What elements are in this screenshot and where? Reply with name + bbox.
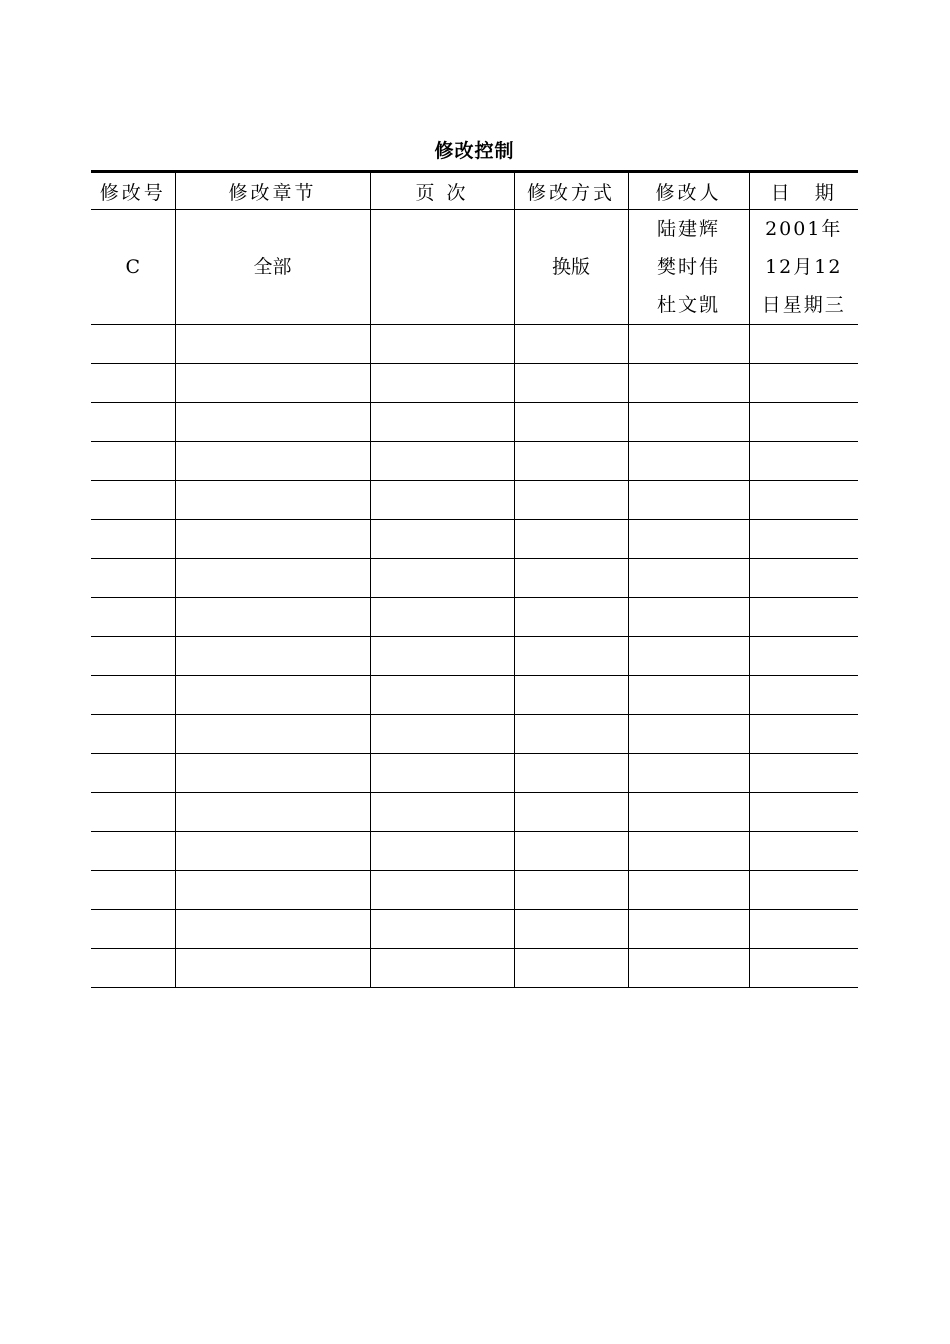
cell-pages — [370, 676, 514, 715]
cell-date — [749, 832, 858, 871]
cell-reviser — [628, 715, 749, 754]
table-row — [91, 754, 858, 793]
revision-control-table — [91, 170, 858, 988]
cell-method — [514, 481, 628, 520]
table-row — [91, 832, 858, 871]
cell-date — [749, 754, 858, 793]
cell-pages — [370, 832, 514, 871]
cell-reviser — [628, 598, 749, 637]
header-reviser: 修改人 — [628, 172, 749, 210]
cell-revision-no — [91, 910, 175, 949]
table-header-row — [91, 172, 858, 210]
header-date: 日 期 — [749, 172, 858, 210]
cell-pages — [370, 559, 514, 598]
cell-date — [749, 715, 858, 754]
cell-date — [749, 520, 858, 559]
cell-section — [175, 559, 370, 598]
cell-pages — [370, 754, 514, 793]
cell-section — [175, 793, 370, 832]
cell-pages — [370, 637, 514, 676]
cell-pages — [370, 364, 514, 403]
cell-date — [749, 676, 858, 715]
page-title: 修改控制 — [434, 140, 515, 162]
cell-reviser — [628, 832, 749, 871]
header-pages: 页 次 — [370, 172, 514, 210]
cell-pages — [370, 210, 514, 325]
cell-pages — [370, 871, 514, 910]
cell-section — [175, 910, 370, 949]
cell-section — [175, 715, 370, 754]
cell-section — [175, 871, 370, 910]
cell-reviser — [628, 210, 749, 325]
cell-section — [175, 949, 370, 988]
cell-reviser — [628, 403, 749, 442]
cell-date — [749, 559, 858, 598]
cell-revision-no — [91, 481, 175, 520]
cell-date — [749, 910, 858, 949]
cell-method — [514, 871, 628, 910]
cell-date — [749, 793, 858, 832]
cell-revision-no — [91, 325, 175, 364]
cell-method — [514, 325, 628, 364]
cell-method — [514, 520, 628, 559]
cell-section — [175, 481, 370, 520]
cell-revision-no: C — [91, 210, 175, 325]
table-row — [91, 559, 858, 598]
table-row — [91, 598, 858, 637]
cell-reviser — [628, 793, 749, 832]
cell-revision-no — [91, 754, 175, 793]
cell-method — [514, 676, 628, 715]
cell-pages — [370, 910, 514, 949]
cell-reviser — [628, 676, 749, 715]
cell-reviser — [628, 442, 749, 481]
table-row — [91, 871, 858, 910]
cell-method — [514, 715, 628, 754]
cell-section — [175, 676, 370, 715]
table-row — [91, 637, 858, 676]
cell-pages — [370, 481, 514, 520]
cell-method — [514, 754, 628, 793]
cell-date — [749, 598, 858, 637]
cell-reviser — [628, 364, 749, 403]
cell-reviser — [628, 481, 749, 520]
cell-revision-no — [91, 871, 175, 910]
cell-method — [514, 910, 628, 949]
header-revision-no: 修改号 — [91, 172, 175, 210]
cell-section: 全部 — [175, 210, 370, 325]
cell-date — [749, 481, 858, 520]
cell-reviser — [628, 949, 749, 988]
cell-section — [175, 598, 370, 637]
cell-revision-no — [91, 793, 175, 832]
cell-date — [749, 210, 858, 325]
table-row — [91, 949, 858, 988]
cell-date — [749, 871, 858, 910]
cell-section — [175, 832, 370, 871]
cell-method — [514, 793, 628, 832]
cell-pages — [370, 325, 514, 364]
cell-revision-no — [91, 832, 175, 871]
cell-method — [514, 598, 628, 637]
cell-pages — [370, 403, 514, 442]
cell-revision-no — [91, 715, 175, 754]
cell-section — [175, 364, 370, 403]
cell-method — [514, 559, 628, 598]
cell-date — [749, 364, 858, 403]
cell-revision-no — [91, 598, 175, 637]
cell-method — [514, 832, 628, 871]
cell-pages — [370, 949, 514, 988]
cell-pages — [370, 442, 514, 481]
cell-date — [749, 637, 858, 676]
cell-method: 换版 — [514, 210, 628, 325]
cell-method — [514, 949, 628, 988]
table-row — [91, 481, 858, 520]
cell-section — [175, 754, 370, 793]
table-row — [91, 364, 858, 403]
cell-reviser — [628, 325, 749, 364]
cell-reviser — [628, 910, 749, 949]
cell-revision-no — [91, 364, 175, 403]
date-line: 12月12 — [765, 256, 843, 278]
reviser-name: 樊时伟 — [656, 256, 720, 278]
cell-method — [514, 442, 628, 481]
cell-revision-no — [91, 637, 175, 676]
cell-date — [749, 403, 858, 442]
cell-section — [175, 325, 370, 364]
cell-pages — [370, 715, 514, 754]
cell-date — [749, 325, 858, 364]
cell-section — [175, 403, 370, 442]
header-method: 修改方式 — [514, 172, 628, 210]
table-row — [91, 910, 858, 949]
table-row — [91, 715, 858, 754]
cell-reviser — [628, 754, 749, 793]
table-row — [91, 403, 858, 442]
cell-method — [514, 403, 628, 442]
table-row — [91, 793, 858, 832]
cell-pages — [370, 598, 514, 637]
cell-method — [514, 364, 628, 403]
cell-revision-no — [91, 559, 175, 598]
cell-method — [514, 637, 628, 676]
table-row — [91, 442, 858, 481]
cell-pages — [370, 793, 514, 832]
cell-date — [749, 949, 858, 988]
table-row — [91, 210, 858, 325]
cell-pages — [370, 520, 514, 559]
cell-section — [175, 442, 370, 481]
date-line: 日星期三 — [761, 294, 846, 316]
reviser-name: 陆建辉 — [656, 218, 720, 240]
reviser-name: 杜文凯 — [656, 294, 720, 316]
cell-reviser — [628, 871, 749, 910]
table-row — [91, 676, 858, 715]
cell-reviser — [628, 520, 749, 559]
header-section: 修改章节 — [175, 172, 370, 210]
cell-section — [175, 637, 370, 676]
cell-reviser — [628, 559, 749, 598]
table-row — [91, 520, 858, 559]
table-row — [91, 325, 858, 364]
date-line: 2001年 — [765, 218, 843, 240]
cell-revision-no — [91, 949, 175, 988]
cell-revision-no — [91, 520, 175, 559]
cell-revision-no — [91, 676, 175, 715]
cell-revision-no — [91, 442, 175, 481]
cell-section — [175, 520, 370, 559]
cell-revision-no — [91, 403, 175, 442]
cell-reviser — [628, 637, 749, 676]
cell-date — [749, 442, 858, 481]
